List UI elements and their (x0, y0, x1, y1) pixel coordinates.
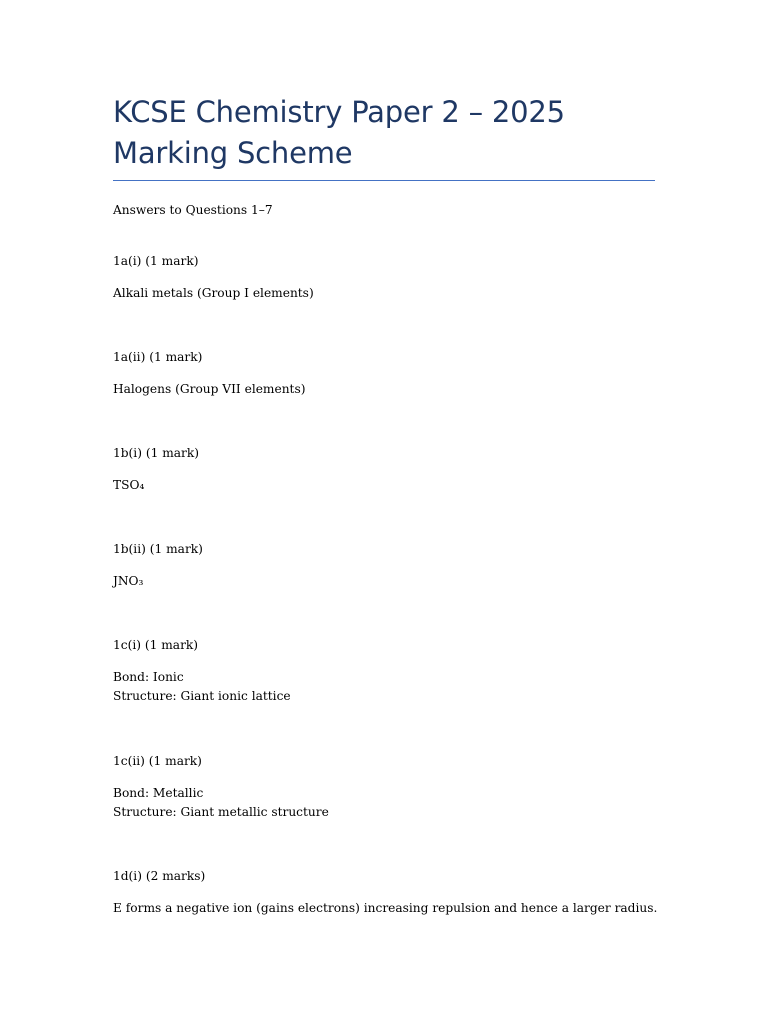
answer-1cii-label: 1c(ii) (1 mark) (113, 754, 202, 768)
answer-1ai-label: 1a(i) (1 mark) (113, 254, 199, 268)
title-underline-divider (113, 180, 655, 181)
answer-1cii-bond: Bond: Metallic (113, 786, 204, 800)
answer-1cii-structure: Structure: Giant metallic structure (113, 805, 329, 819)
answer-1ai-text: Alkali metals (Group I elements) (113, 286, 314, 300)
answer-1bii-label: 1b(ii) (1 mark) (113, 542, 203, 556)
answer-1bii-text: JNO₃ (113, 574, 144, 588)
answer-1aii-text: Halogens (Group VII elements) (113, 382, 306, 396)
answer-1ci-label: 1c(i) (1 mark) (113, 638, 199, 652)
page-title: KCSE Chemistry Paper 2 – 2025 Marking Scheme (113, 95, 565, 170)
answer-1ci-bond: Bond: Ionic (113, 670, 184, 684)
answer-1di-label: 1d(i) (2 marks) (113, 869, 206, 883)
answer-1ci-structure: Structure: Giant ionic lattice (113, 689, 291, 703)
answer-1aii-label: 1a(ii) (1 mark) (113, 350, 203, 364)
answer-1bi-text: TSO₄ (113, 478, 145, 492)
answer-1bi-label: 1b(i) (1 mark) (113, 446, 200, 460)
answer-1di-text: E forms a negative ion (gains electrons) increasing repulsion and hence a larger radius. (113, 901, 658, 915)
intro-text: Answers to Questions 1–7 (113, 203, 273, 217)
